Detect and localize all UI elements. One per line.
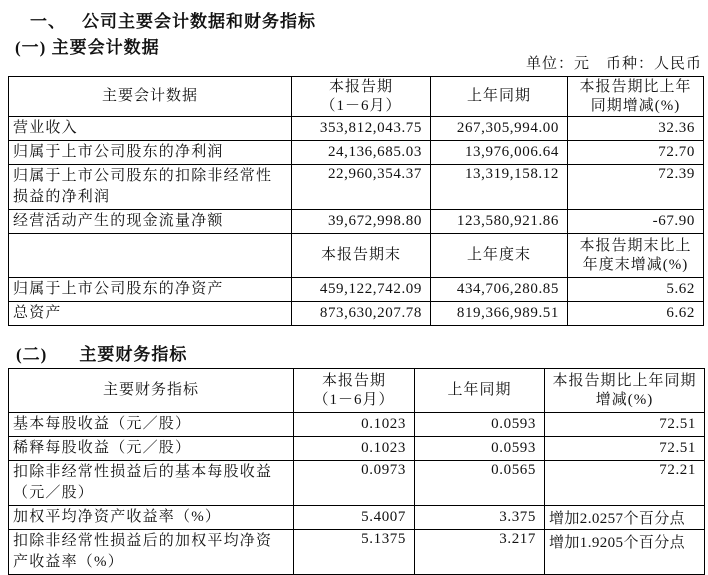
table-header-row: [9, 77, 704, 117]
mid-header-cell-empty: [9, 234, 292, 278]
value-prior: 3.375: [415, 506, 545, 530]
row-label: 基本每股收益（元／股）: [9, 413, 294, 437]
header-cell-indicator: 主要财务指标: [9, 369, 294, 413]
value-change: 6.62: [568, 302, 704, 326]
row-label: 稀释每股收益（元／股）: [9, 437, 294, 461]
table-row: [9, 461, 705, 506]
value-change: -67.90: [568, 210, 704, 234]
value-current: 0.0973: [294, 461, 415, 506]
value-current: 5.4007: [294, 506, 415, 530]
mid-header-cell-prior-year-end: 上年度末: [431, 234, 568, 278]
value-change: 72.39: [568, 165, 704, 210]
value-prior: 13,976,006.64: [431, 141, 568, 165]
value-current: 0.1023: [294, 413, 415, 437]
value-prior: 819,366,989.51: [431, 302, 568, 326]
value-prior: 267,305,994.00: [431, 117, 568, 141]
row-label: 营业收入: [9, 117, 292, 141]
value-change: 72.51: [545, 413, 705, 437]
header-cell-prior-period: 上年同期: [431, 77, 568, 117]
row-label: 扣除非经常性损益后的加权平均净资产收益率（%）: [9, 530, 294, 575]
value-current: 24,136,685.03: [292, 141, 431, 165]
table-mid-header-row: [9, 234, 704, 278]
value-current: 353,812,043.75: [292, 117, 431, 141]
table-row: [9, 141, 704, 165]
header-cell-change: 本报告期比上年 同期增减(%): [568, 77, 704, 117]
value-change: 增加2.0257个百分点: [545, 506, 705, 530]
header-cell-indicator: 主要会计数据: [9, 77, 292, 117]
row-label: 总资产: [9, 302, 292, 326]
row-label: 归属于上市公司股东的净资产: [9, 278, 292, 302]
value-current: 0.1023: [294, 437, 415, 461]
value-prior: 3.217: [415, 530, 545, 575]
table-row: [9, 165, 704, 210]
section-1-number: 一、: [30, 12, 66, 31]
value-current: 5.1375: [294, 530, 415, 575]
table-row: [9, 506, 705, 530]
value-prior: 123,580,921.86: [431, 210, 568, 234]
header-cell-prior-period: 上年同期: [415, 369, 545, 413]
currency-unit-note: 单位：元 币种：人民币: [525, 56, 702, 72]
header-cell-change: 本报告期比上年同期 增减(%): [545, 369, 705, 413]
value-change: 32.36: [568, 117, 704, 141]
value-current: 459,122,742.09: [292, 278, 431, 302]
subsection-2-title: 主要财务指标: [79, 345, 188, 364]
main-financial-indicators-table: [8, 368, 705, 575]
table-row: [9, 530, 705, 575]
value-current: 873,630,207.78: [292, 302, 431, 326]
value-prior: 0.0593: [415, 413, 545, 437]
row-label: 扣除非经常性损益后的基本每股收益（元／股）: [9, 461, 294, 506]
value-change: 72.70: [568, 141, 704, 165]
value-change: 72.51: [545, 437, 705, 461]
value-change: 5.62: [568, 278, 704, 302]
table-row: [9, 437, 705, 461]
row-label: 归属于上市公司股东的扣除非经常性损益的净利润: [9, 165, 292, 210]
value-current: 39,672,998.80: [292, 210, 431, 234]
main-accounting-data-table: [8, 76, 704, 326]
mid-header-cell-change: 本报告期末比上 年度末增减(%): [568, 234, 704, 278]
mid-header-cell-period-end: 本报告期末: [292, 234, 431, 278]
table-row: [9, 278, 704, 302]
value-prior: 434,706,280.85: [431, 278, 568, 302]
value-change: 增加1.9205个百分点: [545, 530, 705, 575]
subsection-2-number: (二): [16, 345, 48, 364]
header-cell-current-period: 本报告期 （1－6月）: [294, 369, 415, 413]
value-prior: 0.0565: [415, 461, 545, 506]
row-label: 经营活动产生的现金流量净额: [9, 210, 292, 234]
table-row: [9, 302, 704, 326]
subsection-2-heading: [16, 340, 187, 365]
table-row: [9, 117, 704, 141]
value-current: 22,960,354.37: [292, 165, 431, 210]
row-label: 归属于上市公司股东的净利润: [9, 141, 292, 165]
section-1-title: 公司主要会计数据和财务指标: [82, 12, 316, 31]
section-1-heading: [30, 7, 316, 32]
value-prior: 0.0593: [415, 437, 545, 461]
value-change: 72.21: [545, 461, 705, 506]
value-prior: 13,319,158.12: [431, 165, 568, 210]
header-cell-current-period: 本报告期 （1－6月）: [292, 77, 431, 117]
table-header-row: [9, 369, 705, 413]
row-label: 加权平均净资产收益率（%）: [9, 506, 294, 530]
subsection-1-heading: (一) 主要会计数据: [15, 38, 160, 57]
table-row: [9, 210, 704, 234]
table-row: [9, 413, 705, 437]
